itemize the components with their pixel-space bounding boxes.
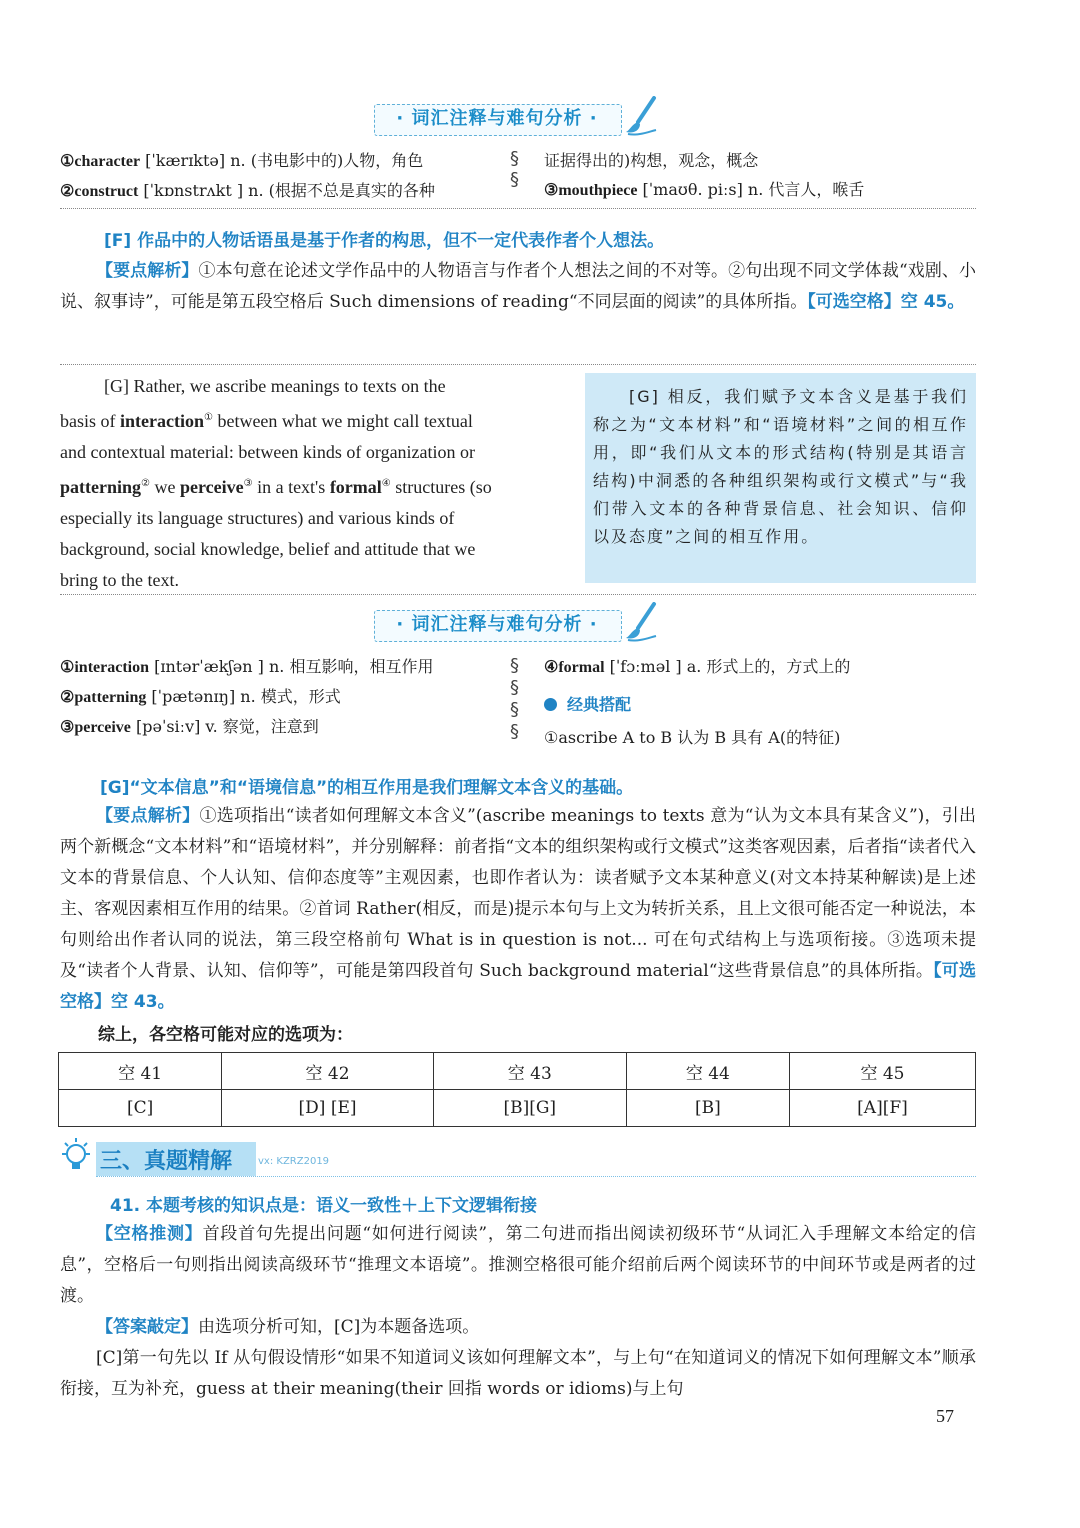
- lightbulb-icon: [58, 1136, 94, 1176]
- vocab-item-continued: 证据得出的)构想，观念，概念: [544, 151, 759, 170]
- vocab-item: ③perceive [pəˈsiːv] v. 察觉，注意到: [60, 717, 319, 736]
- divider: [60, 208, 976, 209]
- table-header-cell: 空 43: [433, 1053, 626, 1090]
- wave-divider: § §: [510, 148, 519, 190]
- passage-g-english: [G] Rather, we ascribe meanings to texts on the basis of interaction① between what we might call textual and contextual material: between kinds of organization or patterning② we perceive③ in a text's formal④ structures (so especially its language structures) and various kinds of background, social knowledge, belief and attitude that we bring to the text.: [60, 376, 492, 590]
- section-f-analysis: 【要点解析】①本句意在论述文学作品中的人物语言与作者个人想法之间的不对等。②句出现不同文学体裁“戏剧、小说、叙事诗”，可能是第五段空格后 Such dimensions of reading“不同层面的阅读”的具体所指。【可选空格】空 45。: [60, 261, 976, 312]
- table-header-row: [59, 1053, 976, 1090]
- section-title: 三、真题精解: [100, 1149, 233, 1174]
- vocab-item: ④formal [ˈfɔːməl ] a. 形式上的，方式上的: [544, 657, 851, 676]
- vocab-item: ①character [ˈkærɪktə] n. (书电影中的)人物，角色: [60, 151, 424, 170]
- vocab-list-1b: [544, 146, 974, 205]
- table-cell: [B][G]: [433, 1090, 626, 1127]
- divider: [60, 594, 976, 595]
- vocab-banner: [374, 104, 656, 138]
- collocation-title: 经典搭配: [544, 690, 974, 719]
- vocab-item: ②construct [ˈkɒnstrʌkt ] n. (根据不总是真实的各种: [60, 181, 435, 200]
- table-cell: [C]: [59, 1090, 222, 1127]
- page-number: 57: [936, 1406, 954, 1426]
- vocab-list-2b: [544, 652, 974, 752]
- collocation-item: ①ascribe A to B 认为 B 具有 A(的特征): [544, 728, 841, 747]
- table-row: [59, 1090, 976, 1127]
- table-header-cell: 空 42: [222, 1053, 434, 1090]
- vocab-banner: [374, 610, 656, 644]
- brush-icon: [624, 602, 660, 642]
- section-g-analysis: 【要点解析】①选项指出“读者如何理解文本含义”(ascribe meanings to texts 意为“认为文本具有某含义”)，引出两个新概念“文本材料”和“语境材料”，并分别解释：前者指“文本的组织架构或行文模式”这类客观因素，后者指“读者代入文本的背景信息、个人认知、信仰态度等”主观因素，也即作者认为：读者赋予文本某种意义(对文本持某种解读)是上述主、客观因素相互作用的结果。②首词 Rather(相反，而是)提示本句与上文为转折关系，且上文很可能否定一种说法，本句则给出作者认同的说法，第三段空格前句 What is in question is not... 可在句式结构上与选项衔接。③选项未提及“读者个人背景、认知、信仰等”，可能是第四段首句 Such background material“这些背景信息”的具体所指。【可选空格】空 43。: [60, 806, 977, 1012]
- q41-answer: 【答案敲定】由选项分析可知，[C]为本题备选项。: [96, 1317, 480, 1337]
- watermark-text: vx: KZRZ2019: [258, 1156, 330, 1167]
- q41-explanation: [C]第一句先以 If 从句假设情形“如果不知道词义该如何理解文本”，与上句“在知道词义的情况下如何理解文本”顺承衔接，互为补充，guess at their meaning(their 回指 words or idioms)与上句: [60, 1348, 976, 1399]
- vocab-item: ②patterning [ˈpætənɪŋ] n. 模式，形式: [60, 687, 341, 706]
- summary-intro: 综上，各空格可能对应的选项为：: [98, 1025, 353, 1045]
- vocab-banner-title: · 词汇注释与难句分析 ·: [396, 108, 598, 129]
- vocab-list-1: [60, 146, 510, 206]
- divider: [60, 364, 976, 365]
- q41-heading: 41. 本题考核的知识点是：语义一致性＋上下文逻辑衔接: [110, 1196, 538, 1216]
- summary-table: [58, 1052, 976, 1127]
- table-header-cell: 空 45: [789, 1053, 975, 1090]
- vocab-item: ③mouthpiece [ˈmaʊθ. piːs] n. 代言人，喉舌: [544, 180, 865, 199]
- q41-prediction: 【空格推测】首段首句先提出问题“如何进行阅读”，第二句进而指出阅读初级环节“从词汇入手理解文本给定的信息”，空格后一句则指出阅读高级环节“推理文本语境”。推测空格很可能介绍前后两个阅读环节的中间环节或是两者的过渡。: [60, 1224, 977, 1306]
- section-g-heading: [G]“文本信息”和“语境信息”的相互作用是我们理解文本含义的基础。: [100, 778, 634, 798]
- table-header-cell: 空 44: [626, 1053, 789, 1090]
- bullet-dot-icon: [544, 698, 557, 711]
- section-f-heading: [F] 作品中的人物话语虽是基于作者的构思，但不一定代表作者个人想法。: [104, 231, 665, 251]
- section-underline: [96, 1176, 976, 1177]
- table-cell: [B]: [626, 1090, 789, 1127]
- table-cell: [D] [E]: [222, 1090, 434, 1127]
- table-header-cell: 空 41: [59, 1053, 222, 1090]
- table-cell: [A][F]: [789, 1090, 975, 1127]
- brush-icon: [624, 96, 660, 136]
- vocab-list-2: [60, 652, 510, 742]
- vocab-banner-title: · 词汇注释与难句分析 ·: [396, 614, 598, 635]
- vocab-item: ①interaction [ɪntərˈækʃən ] n. 相互影响，相互作用: [60, 657, 434, 676]
- passage-g-translation: [G] 相反，我们赋予文本含义是基于我们称之为“文本材料”和“语境材料”之间的相互作用，即“我们从文本的形式结构(特别是其语言结构)中洞悉的各种组织架构或行文模式”与“我们带入文本的各种背景信息、社会知识、信仰以及态度”之间的相互作用。: [585, 373, 976, 583]
- wave-divider: § § § §: [510, 655, 519, 742]
